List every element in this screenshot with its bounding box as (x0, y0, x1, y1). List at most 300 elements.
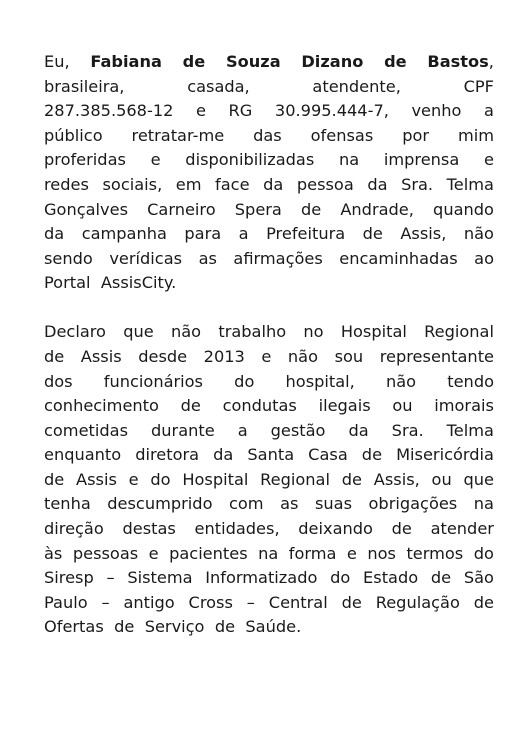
word (44, 394, 159, 419)
word (218, 320, 286, 345)
text-line (44, 394, 494, 419)
word-text: Sra. (391, 420, 424, 440)
name-word (90, 50, 162, 75)
name-word (427, 50, 494, 75)
word-text: Souza (225, 52, 281, 71)
word (44, 75, 124, 100)
word-text: sociais, (102, 174, 163, 194)
word-text: Gonçalves (44, 199, 128, 219)
word (229, 99, 253, 124)
word (308, 443, 348, 468)
word-text: Spera (234, 199, 282, 219)
word-text: no (303, 322, 324, 342)
word (447, 370, 494, 395)
word-text: Assis (76, 469, 117, 489)
text-line (44, 148, 494, 173)
word-text: não (170, 322, 202, 342)
word-text: e (261, 346, 272, 366)
text-line (44, 615, 494, 640)
word-text: público (44, 125, 103, 145)
word (147, 198, 216, 223)
word-text: Siresp (44, 568, 94, 588)
word (150, 468, 170, 493)
word (260, 468, 330, 493)
word-text: de (114, 617, 135, 637)
word (315, 492, 352, 517)
word-text: Bastos (427, 52, 489, 71)
word (280, 492, 298, 517)
word (431, 517, 494, 542)
word (474, 247, 494, 272)
word-text: Sra. (401, 174, 434, 194)
word-text: às (44, 543, 63, 563)
word (432, 468, 452, 493)
word (149, 542, 159, 567)
word (311, 124, 374, 149)
word (376, 591, 460, 616)
word (104, 370, 203, 395)
word-text: na (473, 494, 494, 514)
word-text: ilegais (318, 396, 371, 416)
word (44, 419, 128, 444)
word (213, 443, 233, 468)
word-text: e (483, 150, 494, 170)
word (464, 566, 494, 591)
word (303, 320, 323, 345)
word-text: Santa (247, 445, 295, 465)
word (312, 75, 400, 100)
word (380, 345, 494, 370)
word-text: e (346, 543, 357, 563)
word-text: termos (406, 543, 464, 563)
name-word (301, 50, 363, 75)
word-text: sendo (44, 248, 93, 268)
word (123, 320, 154, 345)
word (44, 99, 173, 124)
word (106, 566, 114, 591)
word (196, 99, 206, 124)
paragraph-2 (44, 320, 494, 640)
word-text: de (341, 469, 362, 489)
word-text: pacientes (169, 543, 248, 563)
word-text: brasileira, (44, 76, 125, 96)
word-text: e (128, 469, 139, 489)
text-line (44, 173, 494, 198)
word (342, 591, 362, 616)
word-text: do (330, 568, 351, 588)
text-line (44, 542, 494, 567)
word (189, 591, 233, 616)
word-text: da (348, 420, 369, 440)
text-line (44, 222, 494, 247)
word (392, 517, 412, 542)
word (342, 468, 362, 493)
word-text: não (463, 224, 494, 244)
word (44, 615, 109, 640)
word-text: mim (457, 125, 494, 145)
word (400, 222, 446, 247)
word (369, 492, 458, 517)
word-text: – (106, 568, 115, 588)
word (367, 173, 387, 198)
word (367, 542, 396, 567)
word (406, 542, 463, 567)
word-text: trabalho (218, 322, 287, 342)
word-text: Misericórdia (396, 445, 494, 465)
word-text: funcionários (103, 371, 203, 391)
word-text: da (44, 224, 65, 244)
word-text: antigo (123, 592, 175, 612)
word-text: Ofertas (44, 617, 104, 637)
text-line (44, 50, 494, 75)
word-text: Informatizado (205, 568, 318, 588)
word-text: casada, (187, 76, 250, 96)
word-text: quando (433, 199, 494, 219)
word (107, 492, 212, 517)
word-text: representante (379, 346, 494, 366)
word (463, 468, 494, 493)
word-text: a (238, 224, 249, 244)
word-text: – (246, 592, 255, 612)
word-text: do (234, 371, 255, 391)
word-text: a (237, 420, 248, 440)
word (44, 566, 94, 591)
word-text: hospital, (285, 371, 355, 391)
word (348, 419, 368, 444)
word-text: RG (228, 101, 253, 121)
word-text: retratar-me (131, 125, 225, 145)
word (263, 173, 283, 198)
word (44, 370, 73, 395)
word (205, 566, 317, 591)
word (261, 345, 271, 370)
word (109, 247, 182, 272)
text-line (44, 99, 494, 124)
word-text: de (361, 445, 383, 465)
word (401, 173, 433, 198)
text-line (44, 443, 494, 468)
word (129, 468, 139, 493)
word-text: entidades, (194, 519, 280, 539)
word-text: durante (151, 420, 215, 440)
text-line (44, 198, 494, 223)
word-text: AssisCity. (100, 273, 177, 293)
word (151, 148, 161, 173)
word (484, 148, 494, 173)
word (229, 492, 264, 517)
word (185, 148, 314, 173)
word-text: ou (431, 469, 452, 489)
word-text: ao (474, 248, 494, 268)
word (238, 419, 248, 444)
word-text: descumprido (107, 494, 213, 514)
word-text: Estado (363, 568, 419, 588)
word-text: Andrade, (340, 199, 414, 219)
word-text: de (341, 592, 362, 612)
word (44, 247, 93, 272)
word (392, 394, 412, 419)
text-line (44, 566, 494, 591)
text-line (44, 591, 494, 616)
word-text: campanha (81, 224, 167, 244)
word-text: da (367, 174, 388, 194)
word-text: as (198, 248, 217, 268)
word-text: deixando (298, 519, 373, 539)
word-text: em (175, 174, 202, 194)
word (424, 320, 494, 345)
word-text: as (280, 494, 299, 514)
word-text: Assis, (400, 224, 447, 244)
word (102, 173, 162, 198)
word-text: de (384, 52, 407, 71)
word (199, 247, 217, 272)
word (335, 345, 364, 370)
word (44, 124, 103, 149)
word (195, 517, 280, 542)
word-text: e (196, 101, 206, 121)
text-line (44, 271, 494, 296)
word (181, 394, 201, 419)
word (275, 99, 389, 124)
word (374, 468, 420, 493)
word (187, 75, 250, 100)
word-text: da (263, 174, 284, 194)
word-text: Hospital (182, 469, 249, 489)
word (44, 468, 64, 493)
word-text: de (391, 519, 412, 539)
word (145, 615, 210, 640)
word-text: venho (411, 101, 462, 121)
word (266, 222, 345, 247)
word-text: Regional (424, 322, 494, 342)
word (44, 320, 106, 345)
word-text: – (101, 592, 110, 612)
word (362, 443, 382, 468)
text-line (44, 370, 494, 395)
word-text: Fabiana (90, 52, 162, 71)
word-text: verídicas (109, 248, 183, 268)
word (114, 615, 139, 640)
word (269, 591, 328, 616)
word (253, 124, 282, 149)
word (73, 542, 138, 567)
word (44, 198, 128, 223)
word (44, 591, 88, 616)
word (44, 148, 126, 173)
word-text: que (463, 469, 494, 489)
text-line (44, 345, 494, 370)
word-text: de (180, 396, 201, 416)
punctuation: , (488, 52, 494, 71)
word (234, 370, 254, 395)
word (447, 419, 494, 444)
word (182, 468, 248, 493)
word-text: do (473, 543, 494, 563)
word-text: suas (314, 494, 352, 514)
word-text: Sistema (127, 568, 193, 588)
word (122, 517, 175, 542)
word-text: de (214, 617, 236, 637)
name-word (226, 50, 281, 75)
word (464, 75, 494, 100)
word-text: não (287, 346, 319, 366)
word-text: de (473, 592, 494, 612)
word (431, 566, 451, 591)
word-text: que (123, 322, 154, 342)
word (44, 517, 104, 542)
word-text: de (44, 469, 65, 489)
word-text: pessoa (296, 174, 354, 194)
word-text: na (338, 150, 360, 170)
word-text: de (430, 568, 452, 588)
text-line (44, 468, 494, 493)
word-text: Regional (260, 469, 330, 489)
word (289, 542, 337, 567)
word (44, 271, 96, 296)
word (151, 419, 215, 444)
word (247, 443, 294, 468)
word-text: Carneiro (147, 199, 216, 219)
word-text: Paulo (44, 592, 88, 612)
word (298, 517, 373, 542)
word-text: ofensas (310, 125, 374, 145)
word-text: enquanto (44, 445, 122, 465)
word-text: de (44, 346, 65, 366)
word (215, 173, 249, 198)
word (76, 468, 117, 493)
word-text: das (253, 125, 282, 145)
word (340, 198, 414, 223)
word (271, 419, 326, 444)
word-text: imprensa (383, 150, 460, 170)
word-text: sou (334, 346, 364, 366)
word (81, 345, 122, 370)
word-text: 30.995.444-7, (274, 101, 389, 121)
word (386, 370, 416, 395)
word-text: destas (122, 519, 176, 539)
paragraph-gap (44, 296, 494, 320)
word-text: nos (367, 543, 396, 563)
word-text: Portal (44, 273, 91, 293)
word (433, 198, 494, 223)
word (286, 370, 355, 395)
word-text: por (402, 125, 430, 145)
word (44, 345, 64, 370)
word (204, 345, 245, 370)
word (402, 124, 429, 149)
word-text: condutas (222, 396, 297, 416)
word (319, 394, 371, 419)
word-text: para (184, 224, 222, 244)
word-text: Casa (308, 445, 348, 465)
word-text: de (362, 224, 383, 244)
word-text: Assis, (373, 469, 420, 489)
word-text: conhecimento (44, 396, 159, 416)
word-text: afirmações (233, 248, 323, 268)
word (341, 320, 407, 345)
word-text: com (228, 494, 264, 514)
word (44, 492, 91, 517)
word (132, 124, 225, 149)
word-text: pessoas (72, 543, 139, 563)
word-text: e (148, 543, 159, 563)
word (135, 443, 199, 468)
word-text: a (484, 101, 494, 121)
text-line (44, 320, 494, 345)
word-text: CPF (463, 76, 494, 96)
word (101, 271, 182, 296)
text-line (44, 247, 494, 272)
word (474, 542, 494, 567)
word (44, 542, 62, 567)
word-text: desde (138, 346, 188, 366)
word (363, 222, 383, 247)
word-text: proferidas (44, 150, 126, 170)
word (288, 345, 318, 370)
word-text: Cross (188, 592, 233, 612)
name-word (384, 50, 407, 75)
word (297, 173, 354, 198)
word-text: Assis (80, 346, 122, 366)
word-text: do (150, 469, 171, 489)
word (171, 320, 201, 345)
word (384, 148, 459, 173)
text-line (44, 75, 494, 100)
word (215, 615, 240, 640)
word (396, 443, 494, 468)
word-text: Saúde. (245, 617, 302, 637)
word (447, 173, 494, 198)
word (127, 566, 192, 591)
text-line (44, 492, 494, 517)
word-text: forma (288, 543, 337, 563)
word-text: Eu, (44, 52, 70, 71)
word (184, 222, 221, 247)
word-text: de (300, 199, 322, 219)
word-text: dos (44, 371, 73, 391)
word (176, 173, 202, 198)
retraction-statement (44, 50, 494, 640)
word (44, 222, 64, 247)
word (484, 99, 494, 124)
word-text: tendo (447, 371, 494, 391)
word-text: gestão (270, 420, 326, 440)
word (102, 591, 110, 616)
word (233, 247, 322, 272)
word (339, 148, 359, 173)
text-line (44, 124, 494, 149)
paragraph-1 (44, 50, 494, 296)
word-text: Hospital (340, 322, 407, 342)
word-text: Declaro (44, 322, 106, 342)
word-text: disponibilizadas (185, 150, 315, 170)
word-text: Prefeitura (266, 224, 346, 244)
word-text: Dizano (301, 52, 364, 71)
word-text: face (215, 174, 250, 194)
word-text: da (213, 445, 234, 465)
word-text: redes (44, 174, 89, 194)
word-text: diretora (135, 445, 200, 465)
word-text: direção (44, 519, 104, 539)
word (169, 542, 248, 567)
word-text: obrigações (368, 494, 458, 514)
word-text: não (385, 371, 417, 391)
word (245, 615, 306, 640)
word-text: Telma (446, 174, 494, 194)
word-text: Central (268, 592, 328, 612)
word (339, 247, 457, 272)
word (363, 566, 418, 591)
